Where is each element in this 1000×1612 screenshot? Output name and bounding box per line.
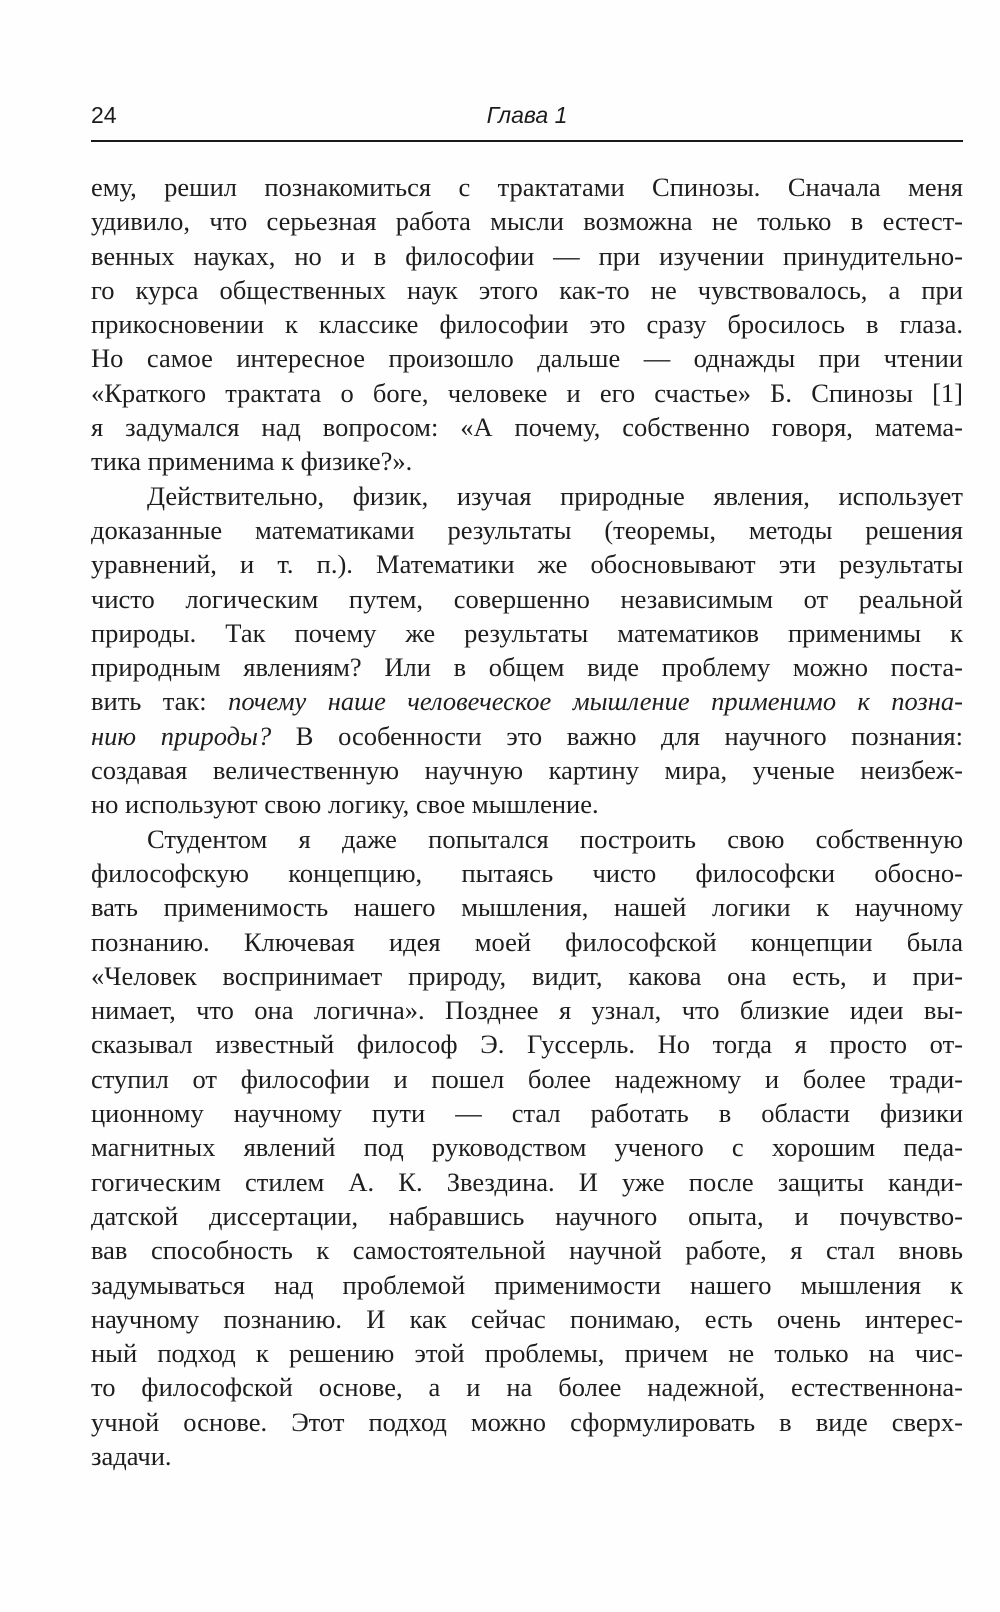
text-line: чисто логическим путем, совершенно независимым от реальной <box>91 583 963 614</box>
italic-run: почему наше человеческое мышление применимо к позна- <box>228 686 963 717</box>
text-line: доказанные математиками результаты (теоремы, методы решения <box>91 514 963 545</box>
text-line: учной основе. Этот подход можно сформулировать в виде сверх- <box>91 1406 963 1437</box>
text-line: гогическим стилем А. К. Звездина. И уже после защиты канди- <box>91 1166 963 1197</box>
text-line: Но самое интересное произошло дальше — однажды при чтении <box>91 343 963 374</box>
text-line: природным явлениям? Или в общем виде проблему можно поста- <box>91 652 963 683</box>
text-line <box>91 719 963 753</box>
text-line: Студентом я даже попытался построить свою собственную <box>147 823 963 854</box>
text-line: прикосновении к классике философии это сразу бросилось в глаза. <box>91 309 963 340</box>
text-line: познанию. Ключевая идея моей философской концепции была <box>91 926 963 957</box>
text-line: магнитных явлений под руководством ученого с хорошим педа- <box>91 1132 963 1163</box>
paragraph-2 <box>91 479 963 822</box>
text-line: я задумался над вопросом: «А почему, собственно говоря, матема- <box>91 412 963 443</box>
text-line: природы. Так почему же результаты математиков применимы к <box>91 617 963 648</box>
text-line: сказывал известный философ Э. Гуссерль. Но тогда я просто от- <box>91 1029 963 1060</box>
text-line: венных науках, но и в философии — при изучении принудительно- <box>91 240 963 271</box>
text-line: то философской основе, а и на более надежной, естественнона- <box>91 1372 963 1403</box>
text-line: ционному научному пути — стал работать в области физики <box>91 1098 963 1129</box>
text-line: научному познанию. И как сейчас понимаю, есть очень интерес- <box>91 1303 963 1334</box>
page-number: 24 <box>91 102 117 128</box>
text-line: ступил от философии и пошел более надежному и более тради- <box>91 1063 963 1094</box>
text-line: «Человек воспринимает природу, видит, какова она есть, и при- <box>91 960 963 991</box>
text-line: создавая величественную научную картину мира, ученые неизбеж- <box>91 755 963 786</box>
text-line: ему, решил познакомиться с трактатами Спинозы. Сначала меня <box>91 172 963 202</box>
text-line: задумываться над проблемой применимости нашего мышления к <box>91 1269 963 1300</box>
text-line: нимает, что она логична». Позднее я узнал, что близкие идеи вы- <box>91 995 963 1026</box>
text-line: го курса общественных наук этого как-то не чувствовалось, а при <box>91 274 963 305</box>
italic-run: нию природы? <box>91 720 272 751</box>
text-line <box>91 684 963 718</box>
text-line: Действительно, физик, изучая природные явления, использует <box>147 480 963 511</box>
text-line: но используют свою логику, свое мышление. <box>91 789 599 820</box>
running-header <box>91 100 963 142</box>
chapter-title: Глава 1 <box>486 102 568 128</box>
text-line: вать применимость нашего мышления, нашей логики к научному <box>91 892 963 923</box>
text-line: датской диссертации, набравшись научного опыта, и почувство- <box>91 1200 963 1231</box>
text-line: тика применима к физике?». <box>91 446 413 477</box>
text-line: ный подход к решению этой проблемы, причем не только на чис- <box>91 1338 963 1369</box>
text-line: вав способность к самостоятельной научной работе, я стал вновь <box>91 1235 963 1266</box>
body-text <box>91 170 963 1473</box>
text-line: «Краткого трактата о боге, человеке и его счастье» Б. Спинозы [1] <box>91 377 963 408</box>
text-line: уравнений, и т. п.). Математики же обосновывают эти результаты <box>91 549 963 580</box>
paragraph-3 <box>91 822 963 1474</box>
paragraph-1 <box>91 170 963 479</box>
text-line: удивило, что серьезная работа мысли возможна не только в естест- <box>91 206 963 237</box>
text-line: задачи. <box>91 1440 172 1471</box>
text-run: вить так: <box>91 686 229 717</box>
text-line: философскую концепцию, пытаясь чисто философски обосно- <box>91 857 963 888</box>
text-run: В особенности это важно для научного познания: <box>271 720 963 751</box>
